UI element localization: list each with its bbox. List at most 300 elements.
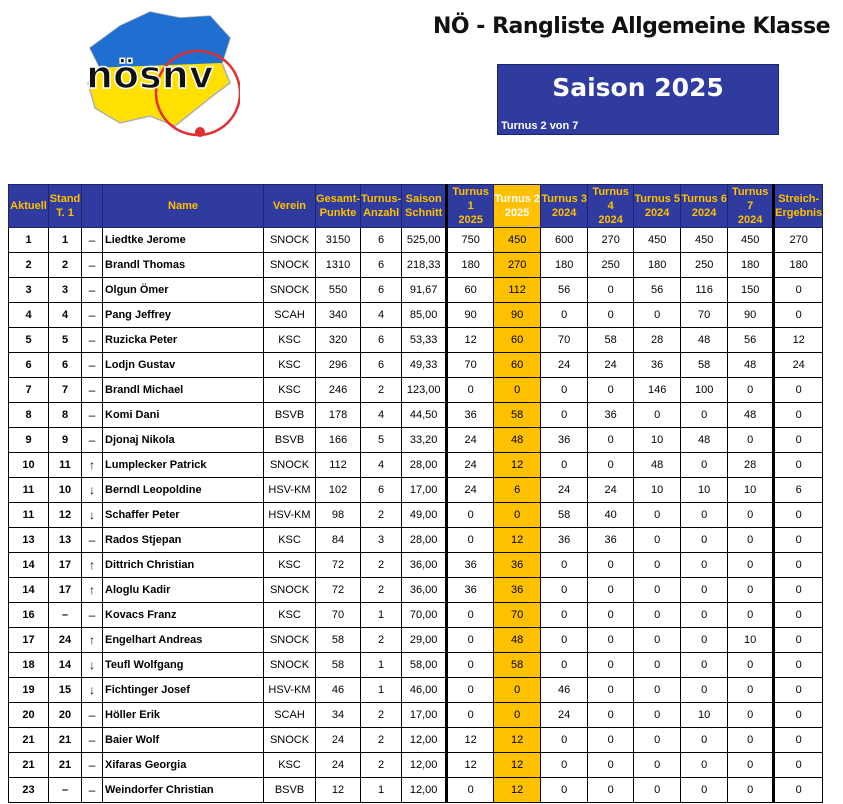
- player-name: Fichtinger Josef: [103, 678, 264, 703]
- table-cell: 2: [361, 553, 402, 578]
- table-cell: –: [49, 778, 82, 803]
- trend-indicator: ↑: [82, 578, 103, 603]
- table-row: [9, 253, 823, 278]
- trend-indicator: ↓: [82, 503, 103, 528]
- column-header-13: Turnus 6 2024: [681, 185, 728, 228]
- table-cell: 0: [774, 628, 823, 653]
- table-cell: 0: [774, 678, 823, 703]
- table-cell: 0: [447, 628, 494, 653]
- table-cell: 91,67: [402, 278, 447, 303]
- table-cell: 85,00: [402, 303, 447, 328]
- table-cell: 10: [728, 628, 774, 653]
- table-cell: 49,00: [402, 503, 447, 528]
- table-cell: 24: [447, 453, 494, 478]
- player-name: Olgun Ömer: [103, 278, 264, 303]
- trend-indicator: –: [82, 753, 103, 778]
- table-row: [9, 553, 823, 578]
- table-cell: HSV-KM: [264, 678, 316, 703]
- table-cell: 24: [588, 353, 634, 378]
- table-cell: 0: [634, 553, 681, 578]
- table-cell: 550: [316, 278, 361, 303]
- page-title: NÖ - Rangliste Allgemeine Klasse: [433, 14, 830, 39]
- table-cell: 48: [728, 403, 774, 428]
- table-cell: 6: [361, 228, 402, 253]
- table-row: [9, 628, 823, 653]
- table-cell: 180: [634, 253, 681, 278]
- table-cell: 48: [681, 328, 728, 353]
- player-name: Liedtke Jerome: [103, 228, 264, 253]
- player-name: Djonaj Nikola: [103, 428, 264, 453]
- table-cell: 1310: [316, 253, 361, 278]
- table-cell: 0: [774, 653, 823, 678]
- table-cell: 13: [9, 528, 49, 553]
- table-cell: 24: [541, 353, 588, 378]
- table-cell: 7: [9, 378, 49, 403]
- table-row: [9, 603, 823, 628]
- table-cell: 218,33: [402, 253, 447, 278]
- table-cell: 48: [494, 628, 541, 653]
- table-cell: 5: [361, 428, 402, 453]
- table-cell: 6: [494, 478, 541, 503]
- table-cell: 36: [494, 553, 541, 578]
- table-cell: 9: [49, 428, 82, 453]
- table-cell: 296: [316, 353, 361, 378]
- table-cell: 4: [361, 453, 402, 478]
- table-row: [9, 278, 823, 303]
- trend-indicator: –: [82, 278, 103, 303]
- table-row: [9, 353, 823, 378]
- table-cell: 58: [681, 353, 728, 378]
- table-cell: 0: [541, 603, 588, 628]
- table-cell: 0: [541, 378, 588, 403]
- table-cell: 6: [49, 353, 82, 378]
- table-cell: 0: [634, 703, 681, 728]
- table-cell: 0: [681, 653, 728, 678]
- table-cell: 58: [588, 328, 634, 353]
- table-cell: 8: [9, 403, 49, 428]
- table-cell: 14: [9, 553, 49, 578]
- table-cell: 60: [447, 278, 494, 303]
- ranking-table: [8, 184, 823, 803]
- table-cell: 0: [728, 603, 774, 628]
- table-cell: SNOCK: [264, 628, 316, 653]
- table-cell: 36: [447, 553, 494, 578]
- table-cell: 9: [9, 428, 49, 453]
- table-cell: 48: [634, 453, 681, 478]
- trend-indicator: –: [82, 728, 103, 753]
- table-cell: 24: [541, 703, 588, 728]
- trend-indicator: –: [82, 228, 103, 253]
- table-cell: 102: [316, 478, 361, 503]
- table-cell: 1: [361, 603, 402, 628]
- turnus-info: Turnus 2 von 7: [501, 120, 579, 132]
- table-cell: 0: [774, 778, 823, 803]
- table-cell: 2: [361, 378, 402, 403]
- table-cell: 0: [634, 753, 681, 778]
- table-cell: 0: [541, 553, 588, 578]
- table-row: [9, 753, 823, 778]
- table-row: [9, 403, 823, 428]
- table-cell: 180: [728, 253, 774, 278]
- table-cell: 250: [681, 253, 728, 278]
- table-cell: 450: [634, 228, 681, 253]
- table-cell: 6: [361, 278, 402, 303]
- table-cell: 0: [774, 753, 823, 778]
- table-cell: 0: [681, 528, 728, 553]
- table-cell: 180: [447, 253, 494, 278]
- table-cell: 0: [634, 778, 681, 803]
- table-cell: 16: [9, 603, 49, 628]
- table-cell: 20: [9, 703, 49, 728]
- table-row: [9, 653, 823, 678]
- table-cell: 7: [49, 378, 82, 403]
- table-row: [9, 703, 823, 728]
- table-cell: 0: [447, 503, 494, 528]
- table-cell: KSC: [264, 753, 316, 778]
- table-cell: 0: [541, 653, 588, 678]
- table-cell: 20: [49, 703, 82, 728]
- table-cell: 18: [9, 653, 49, 678]
- table-cell: 58: [541, 503, 588, 528]
- table-cell: 0: [634, 403, 681, 428]
- table-cell: 0: [541, 303, 588, 328]
- table-cell: 58: [494, 403, 541, 428]
- table-cell: 6: [361, 253, 402, 278]
- table-cell: 0: [588, 453, 634, 478]
- column-header-7: Saison Schnitt: [402, 185, 447, 228]
- table-cell: 2: [9, 253, 49, 278]
- player-name: Brandl Michael: [103, 378, 264, 403]
- table-cell: 12: [447, 728, 494, 753]
- table-cell: 0: [494, 678, 541, 703]
- player-name: Teufl Wolfgang: [103, 653, 264, 678]
- table-cell: 36: [541, 528, 588, 553]
- table-cell: 70: [541, 328, 588, 353]
- table-cell: 56: [634, 278, 681, 303]
- trend-indicator: –: [82, 603, 103, 628]
- table-cell: 48: [728, 353, 774, 378]
- table-cell: 1: [361, 778, 402, 803]
- table-cell: 0: [681, 678, 728, 703]
- table-cell: 8: [49, 403, 82, 428]
- table-cell: KSC: [264, 603, 316, 628]
- table-cell: 3: [361, 528, 402, 553]
- table-cell: 0: [728, 578, 774, 603]
- table-cell: 0: [774, 553, 823, 578]
- table-cell: 10: [681, 478, 728, 503]
- table-cell: 33,20: [402, 428, 447, 453]
- table-cell: 0: [541, 778, 588, 803]
- table-cell: 0: [774, 303, 823, 328]
- table-cell: BSVB: [264, 778, 316, 803]
- table-cell: 10: [681, 703, 728, 728]
- table-cell: 0: [774, 403, 823, 428]
- table-row: [9, 678, 823, 703]
- table-cell: KSC: [264, 353, 316, 378]
- table-cell: 270: [588, 228, 634, 253]
- table-cell: –: [49, 603, 82, 628]
- table-cell: 0: [728, 778, 774, 803]
- table-cell: 112: [316, 453, 361, 478]
- table-cell: 90: [494, 303, 541, 328]
- table-cell: 4: [361, 403, 402, 428]
- table-cell: 146: [634, 378, 681, 403]
- table-cell: 19: [9, 678, 49, 703]
- table-cell: 2: [361, 753, 402, 778]
- table-cell: 60: [494, 328, 541, 353]
- table-cell: 0: [681, 578, 728, 603]
- table-cell: 3: [9, 278, 49, 303]
- table-cell: 0: [588, 278, 634, 303]
- table-cell: 0: [494, 503, 541, 528]
- table-cell: 0: [774, 728, 823, 753]
- table-cell: 4: [49, 303, 82, 328]
- table-cell: 36: [494, 578, 541, 603]
- table-cell: 270: [494, 253, 541, 278]
- table-cell: 48: [494, 428, 541, 453]
- table-row: [9, 428, 823, 453]
- table-cell: SNOCK: [264, 253, 316, 278]
- table-cell: 0: [774, 503, 823, 528]
- table-cell: 450: [681, 228, 728, 253]
- table-cell: 0: [634, 678, 681, 703]
- column-header-0: Aktuell: [9, 185, 49, 228]
- player-name: Schaffer Peter: [103, 503, 264, 528]
- table-cell: 46: [316, 678, 361, 703]
- table-cell: 0: [774, 603, 823, 628]
- table-cell: 14: [49, 653, 82, 678]
- table-cell: 10: [634, 478, 681, 503]
- table-cell: 0: [774, 703, 823, 728]
- table-cell: 0: [494, 378, 541, 403]
- table-cell: 0: [681, 753, 728, 778]
- table-cell: 21: [49, 753, 82, 778]
- table-cell: 0: [728, 728, 774, 753]
- table-cell: 0: [447, 603, 494, 628]
- table-cell: 0: [634, 578, 681, 603]
- player-name: Pang Jeffrey: [103, 303, 264, 328]
- table-cell: BSVB: [264, 403, 316, 428]
- table-cell: 0: [447, 778, 494, 803]
- table-cell: 36,00: [402, 553, 447, 578]
- table-cell: 180: [541, 253, 588, 278]
- table-cell: 6: [9, 353, 49, 378]
- table-cell: 58: [316, 628, 361, 653]
- table-cell: 2: [361, 703, 402, 728]
- table-cell: 0: [681, 453, 728, 478]
- trend-indicator: –: [82, 428, 103, 453]
- table-cell: 10: [49, 478, 82, 503]
- table-cell: 70: [681, 303, 728, 328]
- table-cell: 36,00: [402, 578, 447, 603]
- table-cell: 1: [49, 228, 82, 253]
- table-cell: 10: [634, 428, 681, 453]
- table-cell: 24: [316, 753, 361, 778]
- table-cell: 72: [316, 578, 361, 603]
- table-cell: 24: [541, 478, 588, 503]
- table-cell: 46,00: [402, 678, 447, 703]
- table-cell: 36: [588, 528, 634, 553]
- season-title: Saison 2025: [552, 73, 724, 102]
- table-cell: 0: [728, 378, 774, 403]
- table-cell: 0: [774, 378, 823, 403]
- trend-indicator: ↓: [82, 653, 103, 678]
- table-cell: 0: [588, 678, 634, 703]
- table-cell: 24: [49, 628, 82, 653]
- table-cell: 28,00: [402, 453, 447, 478]
- table-cell: 12: [774, 328, 823, 353]
- table-cell: 24: [447, 428, 494, 453]
- table-cell: 4: [361, 303, 402, 328]
- table-cell: SNOCK: [264, 578, 316, 603]
- table-cell: 100: [681, 378, 728, 403]
- table-cell: 36: [541, 428, 588, 453]
- table-cell: 49,33: [402, 353, 447, 378]
- table-cell: 0: [541, 753, 588, 778]
- table-cell: 0: [681, 728, 728, 753]
- table-cell: SNOCK: [264, 453, 316, 478]
- table-cell: 21: [9, 728, 49, 753]
- trend-indicator: ↓: [82, 678, 103, 703]
- player-name: Xifaras Georgia: [103, 753, 264, 778]
- column-header-4: Verein: [264, 185, 316, 228]
- table-cell: 21: [9, 753, 49, 778]
- table-cell: 0: [447, 653, 494, 678]
- table-cell: 525,00: [402, 228, 447, 253]
- trend-indicator: –: [82, 778, 103, 803]
- table-cell: 0: [588, 603, 634, 628]
- table-cell: 24: [447, 478, 494, 503]
- table-cell: 178: [316, 403, 361, 428]
- table-cell: 13: [49, 528, 82, 553]
- table-cell: 11: [9, 478, 49, 503]
- table-cell: 0: [728, 753, 774, 778]
- table-cell: 58,00: [402, 653, 447, 678]
- table-cell: 90: [447, 303, 494, 328]
- table-cell: 0: [541, 578, 588, 603]
- table-cell: 29,00: [402, 628, 447, 653]
- svg-text:nösnv: nösnv: [86, 53, 214, 97]
- table-cell: 17,00: [402, 478, 447, 503]
- table-cell: SNOCK: [264, 278, 316, 303]
- trend-indicator: ↓: [82, 478, 103, 503]
- table-cell: 450: [494, 228, 541, 253]
- player-name: Kovacs Franz: [103, 603, 264, 628]
- table-cell: 0: [774, 528, 823, 553]
- table-cell: 0: [681, 403, 728, 428]
- table-cell: 0: [728, 653, 774, 678]
- table-cell: 0: [774, 428, 823, 453]
- table-cell: 0: [588, 753, 634, 778]
- table-cell: 36: [447, 578, 494, 603]
- column-header-10: Turnus 3 2024: [541, 185, 588, 228]
- table-cell: HSV-KM: [264, 503, 316, 528]
- table-cell: 2: [49, 253, 82, 278]
- table-cell: SCAH: [264, 703, 316, 728]
- column-header-3: Name: [103, 185, 264, 228]
- table-cell: 0: [728, 678, 774, 703]
- table-cell: 450: [728, 228, 774, 253]
- table-cell: 56: [541, 278, 588, 303]
- table-cell: 0: [681, 553, 728, 578]
- table-cell: 36: [634, 353, 681, 378]
- table-row: [9, 728, 823, 753]
- table-cell: 0: [588, 778, 634, 803]
- table-cell: 98: [316, 503, 361, 528]
- table-cell: 58: [494, 653, 541, 678]
- table-cell: 24: [316, 728, 361, 753]
- player-name: Höller Erik: [103, 703, 264, 728]
- table-cell: 340: [316, 303, 361, 328]
- table-cell: 2: [361, 628, 402, 653]
- table-cell: 0: [634, 653, 681, 678]
- table-cell: 28: [728, 453, 774, 478]
- table-cell: 600: [541, 228, 588, 253]
- table-cell: 0: [681, 778, 728, 803]
- table-row: [9, 328, 823, 353]
- table-cell: 246: [316, 378, 361, 403]
- table-cell: 12: [447, 328, 494, 353]
- noesnv-logo: [80, 8, 240, 148]
- table-cell: 84: [316, 528, 361, 553]
- table-cell: SNOCK: [264, 728, 316, 753]
- trend-indicator: –: [82, 403, 103, 428]
- table-cell: SCAH: [264, 303, 316, 328]
- table-cell: 320: [316, 328, 361, 353]
- trend-indicator: –: [82, 353, 103, 378]
- table-row: [9, 303, 823, 328]
- table-cell: 0: [588, 378, 634, 403]
- table-cell: 0: [728, 703, 774, 728]
- table-row: [9, 478, 823, 503]
- table-cell: 0: [541, 403, 588, 428]
- table-cell: 0: [681, 603, 728, 628]
- table-cell: 17: [9, 628, 49, 653]
- column-header-6: Turnus- Anzahl: [361, 185, 402, 228]
- table-cell: 4: [9, 303, 49, 328]
- table-cell: 53,33: [402, 328, 447, 353]
- table-cell: 34: [316, 703, 361, 728]
- column-header-2: [82, 185, 103, 228]
- table-cell: 6: [774, 478, 823, 503]
- table-cell: 70: [447, 353, 494, 378]
- table-cell: 116: [681, 278, 728, 303]
- table-cell: 0: [447, 378, 494, 403]
- table-cell: 10: [728, 478, 774, 503]
- table-cell: 0: [634, 603, 681, 628]
- table-cell: 0: [774, 453, 823, 478]
- table-cell: 1: [361, 653, 402, 678]
- trend-indicator: –: [82, 328, 103, 353]
- table-cell: 14: [9, 578, 49, 603]
- table-cell: 12: [494, 778, 541, 803]
- player-name: Engelhart Andreas: [103, 628, 264, 653]
- table-row: [9, 503, 823, 528]
- table-cell: 12: [316, 778, 361, 803]
- table-row: [9, 578, 823, 603]
- table-cell: BSVB: [264, 428, 316, 453]
- table-cell: 60: [494, 353, 541, 378]
- table-cell: 0: [494, 703, 541, 728]
- table-cell: 1: [9, 228, 49, 253]
- table-cell: 56: [728, 328, 774, 353]
- table-cell: 12: [447, 753, 494, 778]
- table-cell: 123,00: [402, 378, 447, 403]
- table-row: [9, 778, 823, 803]
- table-cell: 0: [634, 303, 681, 328]
- table-cell: 6: [361, 353, 402, 378]
- table-cell: 270: [774, 228, 823, 253]
